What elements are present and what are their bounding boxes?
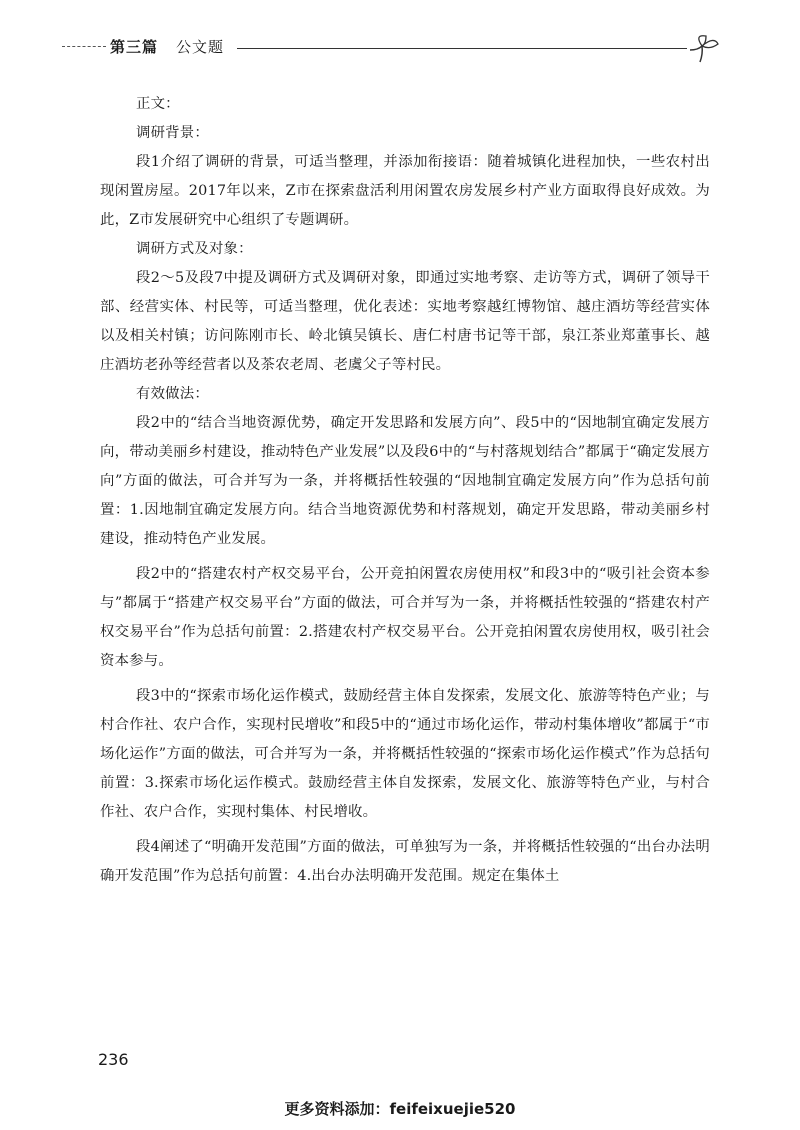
paragraph-background: 段1介绍了调研的背景，可适当整理，并添加衔接语：随着城镇化进程加快，一些农村出现闲置房屋。2017年以来，Z市在探索盘活利用闲置农房发展乡村产业方面取得良好成效。为此，Z市发展研究中心组织了专题调研。: [100, 154, 710, 228]
header-section: 第三篇: [110, 38, 159, 56]
paragraph-method: 段2～5及段7中提及调研方式及调研对象，即通过实地考察、走访等方式，调研了领导干部、经营实体、村民等，可适当整理，优化表述：实地考察越红博物馆、越庄酒坊等经营实体以及相关村镇；访问陈刚市长、岭北镇吴镇长、唐仁村唐书记等干部，泉江茶业郑董事长、越庄酒坊老孙等经营者以及茶农老周、老虞父子等村民。: [100, 270, 710, 373]
sprout-icon: [686, 30, 722, 66]
footer-note: 更多资料添加：feifeixuejie520: [284, 1100, 516, 1118]
paragraph-direction: 段2中的“结合当地资源优势，确定开发思路和发展方向”、段5中的“因地制宜确定发展方向，带动美丽乡村建设，推动特色产业发展”以及段6中的“与村落规划结合”都属于“确定发展方向”方面的做法，可合并写为一条，并将概括性较强的“因地制宜确定发展方向”作为总括句前置：1.因地制宜确定发展方向。结合当地资源优势和村落规划，确定开发思路，带动美丽乡村建设，推动特色产业发展。: [100, 415, 710, 547]
paragraph-scope: 段4阐述了“明确开发范围”方面的做法，可单独写为一条，并将概括性较强的“出台办法明确开发范围”作为总括句前置：4.出台办法明确开发范围。规定在集体土: [100, 839, 710, 884]
paragraph-market: 段3中的“探索市场化运作模式，鼓励经营主体自发探索，发展文化、旅游等特色产业；与村合作社、农户合作，实现村民增收”和段5中的“通过市场化运作，带动村集体增收”都属于“市场化运作”方面的做法，可合并写为一条，并将概括性较强的“探索市场化运作模式”作为总括句前置：3.探索市场化运作模式。鼓励经营主体自发探索，发展文化、旅游等特色产业，与村合作社、农户合作，实现村集体、村民增收。: [100, 688, 710, 820]
header-rule: [237, 48, 687, 49]
page-number: 236: [98, 1050, 129, 1069]
main-text: [100, 90, 710, 891]
header-title: 公文题: [176, 38, 225, 56]
label-body: 正文：: [136, 96, 180, 112]
header-dashed-line: [62, 46, 106, 47]
page-header: [62, 30, 722, 70]
label-effective: 有效做法：: [136, 386, 209, 402]
label-method: 调研方式及对象：: [136, 241, 253, 257]
paragraph-platform: 段2中的“搭建农村产权交易平台，公开竞拍闲置农房使用权”和段3中的“吸引社会资本参与”都属于“搭建产权交易平台”方面的做法，可合并写为一条，并将概括性较强的“搭建农村产权交易平台”作为总括句前置：2.搭建农村产权交易平台。公开竞拍闲置农房使用权，吸引社会资本参与。: [100, 566, 710, 669]
label-background: 调研背景：: [136, 125, 209, 141]
